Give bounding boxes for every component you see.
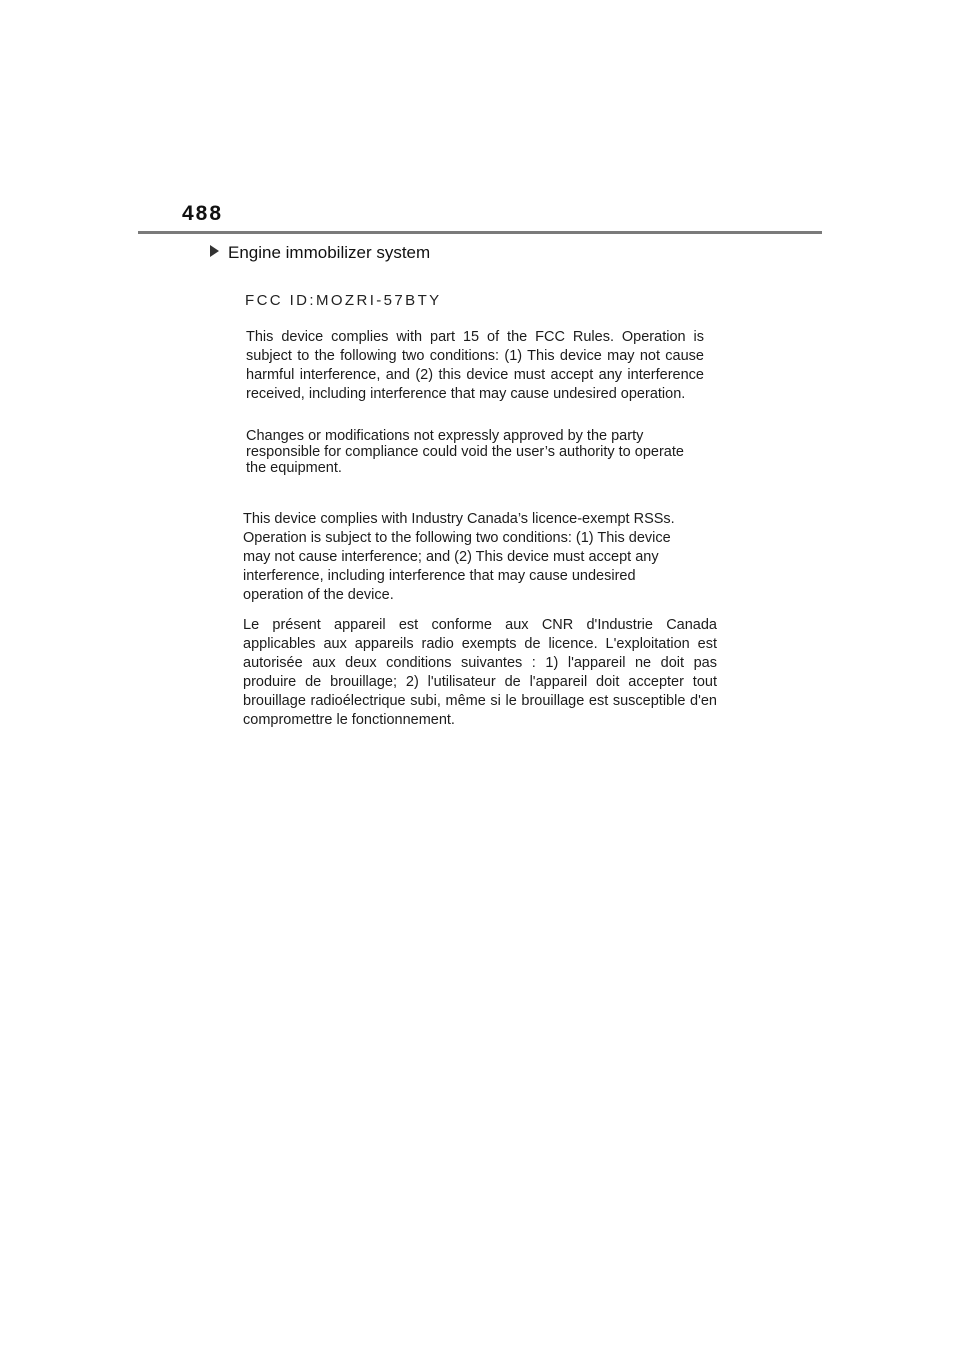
- french-statement-line: autorisée aux deux conditions suivantes : 1) l'appareil ne doit pas: [243, 655, 717, 671]
- fcc-statement-line: received, including interference that may cause undesired operation.: [246, 386, 686, 402]
- section-heading: [210, 243, 430, 263]
- canada-statement-line: may not cause interference; and (2) This device must accept any: [243, 549, 659, 565]
- french-statement-line: applicables aux appareils radio exempts de licence. L'exploitation est: [243, 636, 717, 652]
- canada-statement-line: Operation is subject to the following two conditions: (1) This device: [243, 530, 671, 546]
- fcc-statement: [246, 328, 704, 404]
- triangle-bullet-icon: [210, 245, 219, 257]
- modifications-statement-line: Changes or modifications not expressly approved by the party: [246, 428, 644, 444]
- modifications-statement-line: responsible for compliance could void the user’s authority to operate: [246, 444, 684, 460]
- french-statement-line: Le présent appareil est conforme aux CNR d'Industrie Canada: [243, 617, 717, 633]
- fcc-statement-line: This device complies with part 15 of the FCC Rules. Operation is: [246, 329, 704, 345]
- modifications-statement: [246, 428, 704, 476]
- french-statement-line: brouillage radioélectrique subi, même si le brouillage est susceptible d'en: [243, 693, 717, 709]
- section-heading-text: Engine immobilizer system: [228, 243, 431, 262]
- canada-statement-line: operation of the device.: [243, 587, 394, 603]
- fcc-statement-line: harmful interference, and (2) this device must accept any interference: [246, 367, 704, 383]
- canada-statement: [243, 510, 693, 605]
- french-statement: [243, 616, 717, 730]
- canada-statement-line: This device complies with Industry Canada’s licence-exempt RSSs.: [243, 511, 675, 527]
- french-statement-line: produire de brouillage; 2) l'utilisateur de l'appareil doit accepter tout: [243, 674, 717, 690]
- canada-statement-line: interference, including interference that may cause undesired: [243, 568, 636, 584]
- header-rule: [138, 231, 822, 234]
- fcc-statement-line: subject to the following two conditions: (1) This device may not cause: [246, 348, 704, 364]
- fcc-id: FCC ID:MOZRI-57BTY: [245, 292, 442, 309]
- french-statement-line: compromettre le fonctionnement.: [243, 712, 455, 728]
- page-number: 488: [182, 202, 224, 225]
- modifications-statement-line: the equipment.: [246, 460, 342, 476]
- fcc-label-image: [236, 288, 728, 738]
